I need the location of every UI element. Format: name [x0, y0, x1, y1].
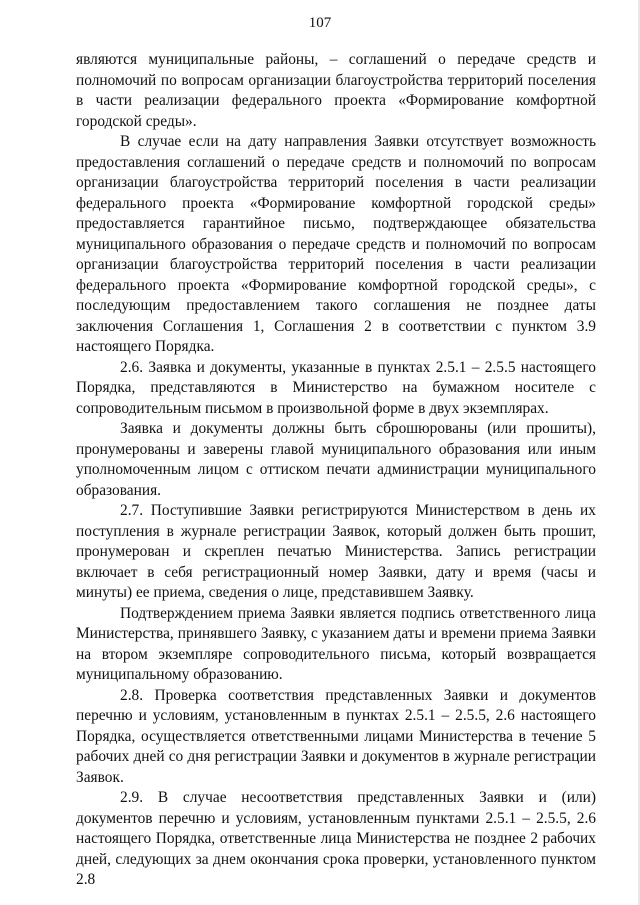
document-body	[76, 50, 596, 891]
page-number: 107	[308, 15, 332, 31]
paragraph-continuation: являются муниципальные районы, – соглашений о передаче средств и полномочий по вопросам организации благоустройства территорий поселения в части реализации федерального проекта «Формирование комфортной городской среды».	[76, 51, 596, 130]
paragraph-2-8: 2.8. Проверка соответствия представленных Заявки и документов перечню и условиям, установленным в пунктах 2.5.1 – 2.5.5, 2.6 настоящего Порядка, осуществляется ответственными лицами Министерства в течение 5 рабочих дней со дня регистрации Заявки и документов в журнале регистрации Заявок.	[76, 686, 596, 786]
paragraph-receipt-confirmation: Подтверждением приема Заявки является подпись ответственного лица Министерства, принявшего Заявку, с указанием даты и времени приема Заявки на втором экземпляре сопроводительного письма, который возвращается муниципальному образованию.	[76, 604, 596, 683]
paragraph-2-7: 2.7. Поступившие Заявки регистрируются Министерством в день их поступления в журнале регистрации Заявок, который должен быть прошит, пронумерован и скреплен печатью Министерства. Запись регистрации включает в себя регистрационный номер Заявки, дату и время (часы и минуты) ее приема, сведения о лице, представившем Заявку.	[76, 502, 596, 601]
paragraph-binding-requirements: Заявка и документы должны быть сброшюрованы (или прошиты), пронумерованы и заверены главой муниципального образования или иным уполномоченным лицом с оттиском печати администрации муниципального образования.	[76, 420, 596, 499]
paragraph-guarantee-letter: В случае если на дату направления Заявки отсутствует возможность предоставления соглашений о передаче средств и полномочий по вопросам организации благоустройства территорий поселения в части реализации федерального проекта «Формирование комфортной городской среды» предоставляется гарантийное письмо, подтверждающее обязательства муниципального образования о передаче средств и полномочий по вопросам организации благоустройства территорий поселения в части реализации федерального проекта «Формирование комфортной городской среды», с последующим предоставлением такого соглашения не позднее даты заключения Соглашения 1, Соглашения 2 в соответствии с пунктом 3.9 настоящего Порядка.	[76, 133, 596, 355]
paragraph-2-6: 2.6. Заявка и документы, указанные в пунктах 2.5.1 – 2.5.5 настоящего Порядка, представляются в Министерство на бумажном носителе с сопроводительным письмом в произвольной форме в двух экземплярах.	[76, 358, 596, 417]
paragraph-2-9: 2.9. В случае несоответствия представленных Заявки и (или) документов перечню и условиям, установленным пунктами 2.5.1 – 2.5.5, 2.6 настоящего Порядка, ответственные лица Министерства не позднее 2 рабочих дней, следующих за днем окончания срока проверки, установленного пунктом 2.8	[76, 789, 596, 888]
